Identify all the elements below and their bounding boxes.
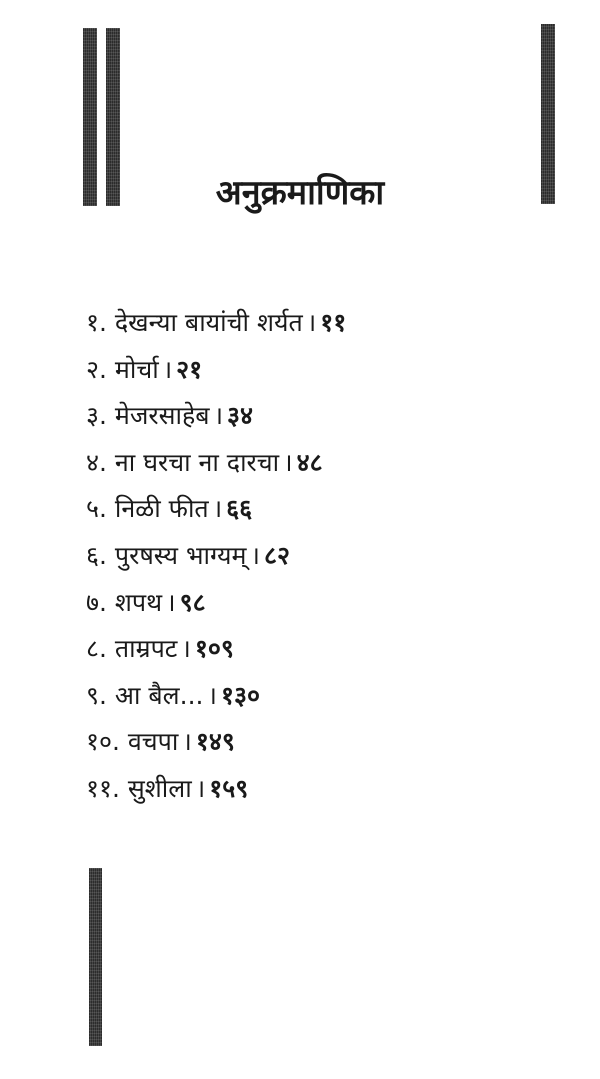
toc-entry-title: पुरषस्य भाग्यम्: [114, 540, 247, 570]
toc-entry-page-number: ११: [320, 308, 347, 337]
toc-entry-separator: ।: [207, 680, 217, 710]
toc-entry-separator: ।: [181, 634, 191, 664]
toc-entry-page-number: २१: [176, 354, 203, 384]
toc-entry-page-number: १५९: [209, 773, 249, 803]
decorative-bar: [89, 868, 102, 1046]
toc-entry-separator: ।: [166, 587, 176, 617]
toc-entry: [86, 719, 566, 766]
toc-entry-title: शपथ: [114, 587, 163, 617]
toc-entry-title: देखन्या बायांची शर्यत: [114, 308, 303, 337]
toc-entry-page-number: ६६: [226, 494, 253, 524]
toc-entry: [86, 580, 566, 627]
toc-entry: [86, 393, 566, 440]
toc-entry-number: १.: [86, 308, 107, 337]
toc-entry-title: निळी फीत: [114, 494, 209, 524]
table-of-contents: [86, 300, 566, 813]
toc-entry-page-number: १४९: [195, 727, 235, 757]
toc-entry-separator: ।: [213, 401, 224, 431]
toc-entry: [86, 347, 566, 394]
toc-entry-separator: ।: [195, 773, 206, 803]
toc-entry-separator: ।: [283, 447, 293, 477]
toc-entry: [86, 533, 566, 580]
toc-entry-number: ६.: [86, 540, 107, 570]
toc-entry-number: ४.: [86, 447, 107, 477]
toc-entry: [86, 766, 566, 813]
toc-entry-number: ११.: [86, 773, 120, 803]
toc-entry-number: १०.: [86, 727, 120, 757]
toc-entry-title: मोर्चा: [114, 354, 159, 384]
toc-entry: [86, 300, 566, 347]
page-title-text: अनुक्रमाणिका: [215, 173, 385, 213]
toc-entry: [86, 486, 566, 533]
toc-entry-title: सुशीला: [127, 773, 192, 803]
toc-entry-page-number: ४८: [296, 447, 323, 477]
toc-entry-separator: ।: [162, 354, 173, 384]
toc-entry-page-number: ८२: [263, 540, 290, 570]
toc-entry-title: ना घरचा ना दारचा: [114, 447, 280, 477]
toc-entry-separator: ।: [250, 540, 260, 570]
toc-entry-separator: ।: [306, 308, 317, 337]
toc-entry-page-number: १३०: [220, 680, 260, 710]
toc-entry-number: ३.: [86, 401, 107, 431]
toc-entry-number: ७.: [86, 587, 107, 617]
toc-entry-page-number: १०९: [194, 634, 234, 664]
toc-entry-separator: ।: [212, 494, 223, 524]
toc-entry-title: आ बैल...: [114, 680, 204, 710]
toc-entry-separator: ।: [182, 727, 192, 757]
toc-entry-number: ९.: [86, 680, 107, 710]
toc-entry: [86, 440, 566, 487]
toc-entry-title: ताम्रपट: [114, 634, 178, 664]
toc-entry-number: ८.: [86, 634, 107, 664]
toc-entry-number: ५.: [86, 494, 107, 524]
toc-entry-title: मेजरसाहेब: [114, 401, 210, 431]
toc-entry-page-number: ३४: [227, 401, 254, 431]
toc-entry-page-number: ९८: [179, 587, 206, 617]
toc-entry-number: २.: [86, 354, 107, 384]
toc-entry: [86, 673, 566, 720]
toc-entry-title: वचपा: [127, 727, 179, 757]
toc-entry: [86, 626, 566, 673]
page-title: [0, 168, 600, 214]
